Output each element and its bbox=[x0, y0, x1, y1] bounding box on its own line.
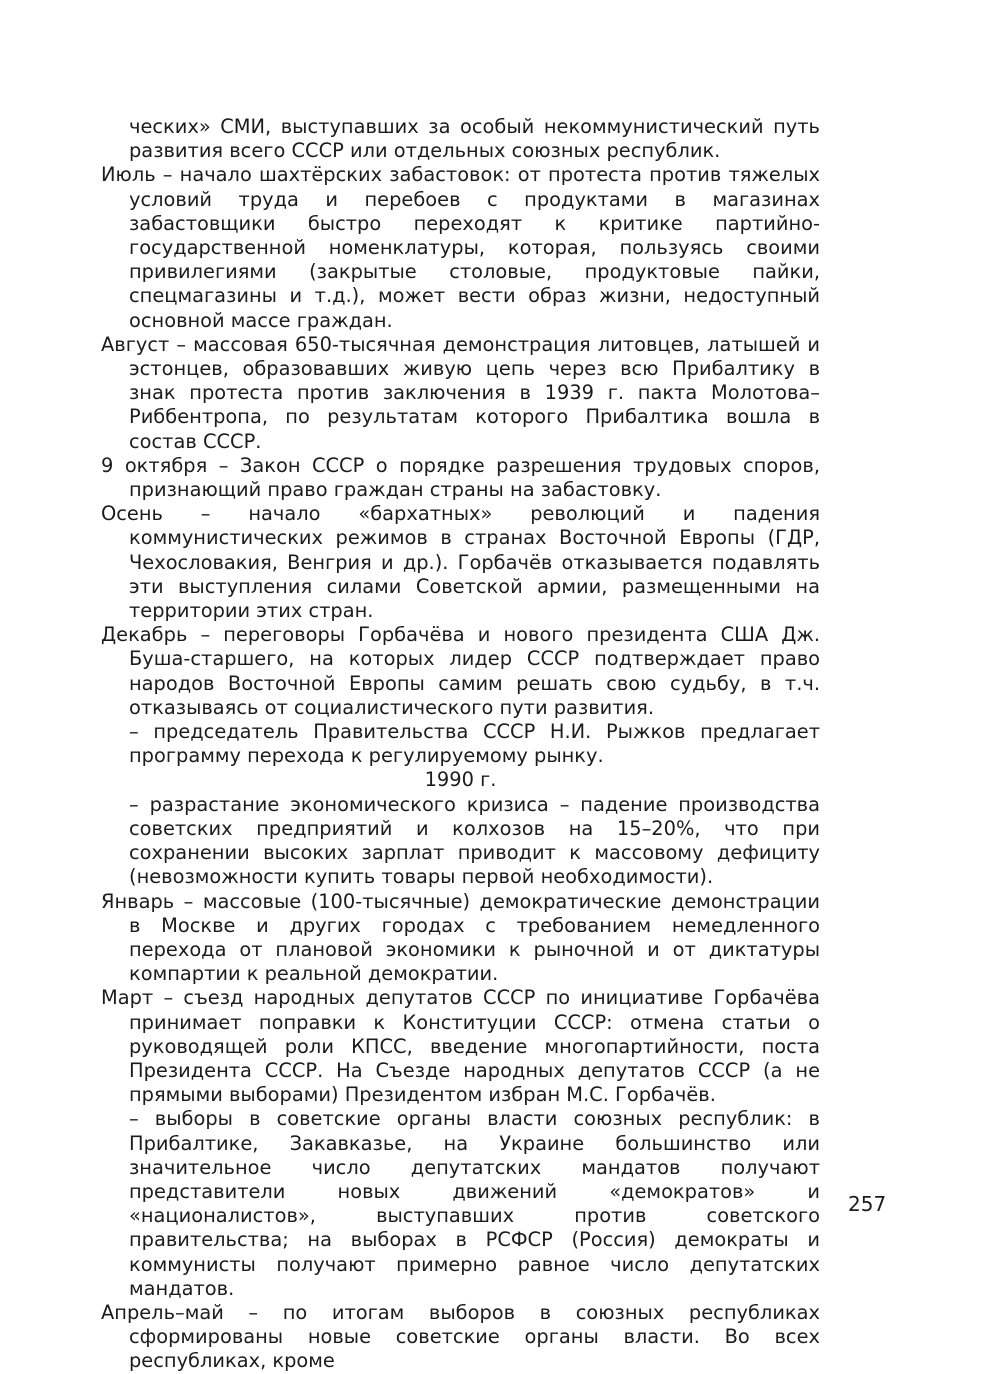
page-number: 257 bbox=[848, 1192, 887, 1216]
entry-august: Август – массовая 650-тысячная демонстрация литовцев, латышей и эстонцев, образовавших живую цепь через всю Прибалтику в знак протеста против заключения в 1939 г. пакта Молотова–Риббентропа, по результатам которого Прибалтика вошла в состав СССР. bbox=[101, 332, 820, 453]
entry-july: Июль – начало шахтёрских забастовок: от протеста против тяжелых условий труда и перебоев с продуктами в магазинах забастовщики быстро переходят к критике партийно-государственной номенклатуры, которая, пользуясь своими привилегиями (закрытые столовые, продуктовые пайки, спецмагазины и т.д.), может вести образ жизни, недоступный основной массе граждан. bbox=[101, 163, 820, 332]
year-heading: 1990 г. bbox=[424, 768, 497, 792]
paragraph-continuation: ческих» СМИ, выступавших за особый некоммунистический путь развития всего СССР или отдельных союзных республик. bbox=[129, 115, 820, 163]
entry-october-9: 9 октября – Закон СССР о порядке разрешения трудовых споров, признающий право граждан страны на забастовку. bbox=[101, 453, 820, 502]
entry-autumn: Осень – начало «бархатных» революций и падения коммунистических режимов в странах Восточной Европы (ГДР, Чехословакия, Венгрия и др.). Горбачёв отказывается подавлять эти выступления силами Советской армии, размещенными на территории этих стран. bbox=[101, 502, 820, 623]
entry-1990-crisis: – разрастание экономического кризиса – падение производства советских предприятий и колхозов на 15–20%, что при сохранении высоких зарплат приводит к массовому дефициту (невозможности купить товары первой необходимости). bbox=[129, 792, 820, 889]
entry-december: Декабрь – переговоры Горбачёва и нового президента США Дж. Буша-старшего, на которых лидер СССР подтверждает право народов Восточной Европы самим решать свою судьбу, в т.ч. отказываясь от социалистического пути развития. bbox=[101, 623, 820, 719]
entry-april-may: Апрель–май – по итогам выборов в союзных республиках сформированы новые советские органы власти. Во всех республиках, кроме bbox=[101, 1300, 820, 1373]
entry-march-elections: – выборы в советские органы власти союзных республик: в Прибалтике, Закавказье, на Украине большинство или значительное число депутатских мандатов получают представители новых движений «демократов» и «националистов», выступавших против советского правительства; на выборах в РСФСР (Россия) демократы и коммунисты получают примерно равное число депутатских мандатов. bbox=[129, 1107, 820, 1300]
entry-december-rzhkov: – председатель Правительства СССР Н.И. Рыжков предлагает программу перехода к регулируемому рынку. bbox=[129, 720, 820, 768]
entry-january: Январь – массовые (100-тысячные) демократические демонстрации в Москве и других городах с требованием немедленного перехода от плановой экономики к рыночной и от диктатуры компартии к реальной демократии. bbox=[101, 889, 820, 986]
page-text bbox=[101, 115, 820, 1374]
entry-march: Март – съезд народных депутатов СССР по инициативе Горбачёва принимает поправки к Конституции СССР: отмена статьи о руководящей роли КПСС, введение многопартийности, поста Президента СССР. На Съезде народных депутатов СССР (а не прямыми выборами) Президентом избран М.С. Горбачёв. bbox=[101, 986, 820, 1107]
